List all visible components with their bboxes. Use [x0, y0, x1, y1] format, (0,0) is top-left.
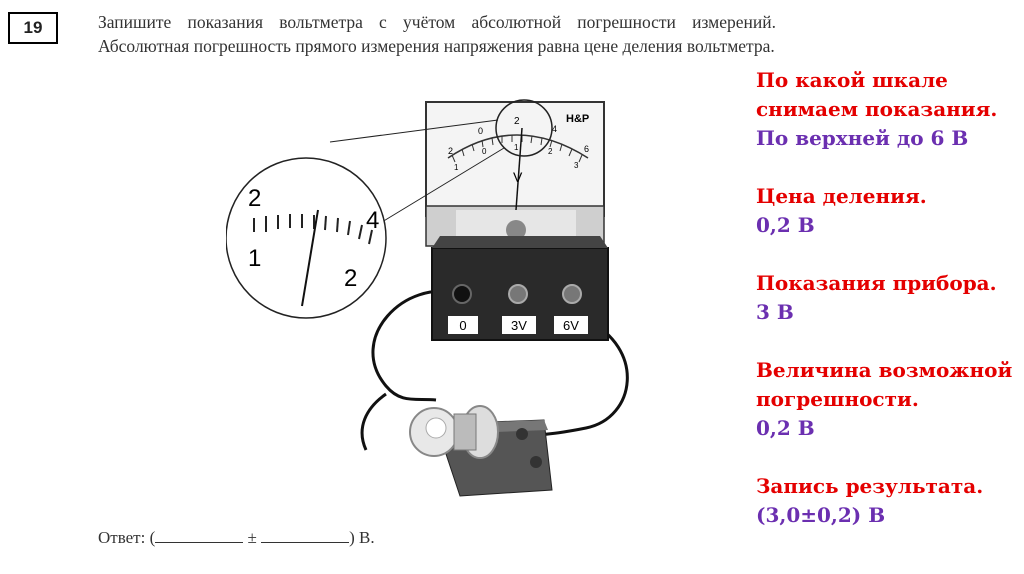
answer-prefix: Ответ: ( [98, 528, 156, 547]
note-answer: (3,0±0,2) В [756, 503, 886, 527]
upper-scale-label: 6 [584, 144, 590, 154]
upper-scale-label: 2 [448, 146, 454, 156]
note-question: По какой шкале снимаем показания. [756, 68, 998, 121]
answer-suffix: ) В. [349, 528, 375, 547]
unit-label: V [513, 169, 523, 185]
note-result [756, 472, 1018, 530]
task-number: 19 [8, 12, 58, 44]
zoom-label: 2 [344, 265, 358, 292]
voltmeter-illustration [226, 98, 646, 518]
note-question: Величина возможной погрешности. [756, 358, 1013, 411]
terminal-0 [453, 285, 471, 303]
answer-error-blank [261, 528, 349, 543]
note-question: Показания прибора. [756, 271, 997, 295]
answer-line [98, 528, 375, 548]
lower-scale-label: 2 [548, 147, 553, 156]
upper-scale-label: 4 [552, 124, 558, 134]
lower-scale-label: 1 [514, 143, 519, 152]
note-question: Запись результата. [756, 474, 984, 498]
terminal-label-3v: 3V [511, 318, 527, 333]
note-scale [756, 66, 1018, 153]
terminal-6v [563, 285, 581, 303]
terminal-label-0: 0 [459, 318, 467, 333]
terminal-label-6v: 6V [563, 318, 579, 333]
note-reading [756, 269, 1018, 327]
lower-scale-label: 3 [574, 161, 579, 170]
upper-scale-label: 2 [514, 116, 520, 127]
answer-pm: ± [247, 528, 257, 547]
brand-logo: H&P [566, 113, 590, 125]
lower-scale-label: 1 [454, 163, 459, 172]
note-answer: 0,2 В [756, 416, 815, 440]
note-error [756, 356, 1018, 443]
wire-bulb [362, 394, 386, 450]
task-text: Запишите показания вольтметра с учётом абсолютной погрешности измерений. Абсолютная погрешность прямого измерения напряжения равна цене деления вольтметра. [98, 12, 776, 56]
note-division [756, 182, 1018, 240]
solution-notes [756, 66, 1018, 559]
zoom-circle [226, 158, 386, 318]
note-question: Цена деления. [756, 184, 927, 208]
note-answer: По верхней до 6 В [756, 126, 969, 150]
terminal-3v [509, 285, 527, 303]
answer-value-blank [155, 528, 243, 543]
zoom-label: 4 [366, 207, 380, 234]
note-answer: 0,2 В [756, 213, 815, 237]
upper-scale-label: 0 [478, 126, 484, 136]
note-answer: 3 В [756, 300, 794, 324]
zoom-label: 1 [248, 245, 262, 272]
lower-scale-label: 0 [482, 147, 487, 156]
zoom-label: 2 [248, 185, 262, 212]
